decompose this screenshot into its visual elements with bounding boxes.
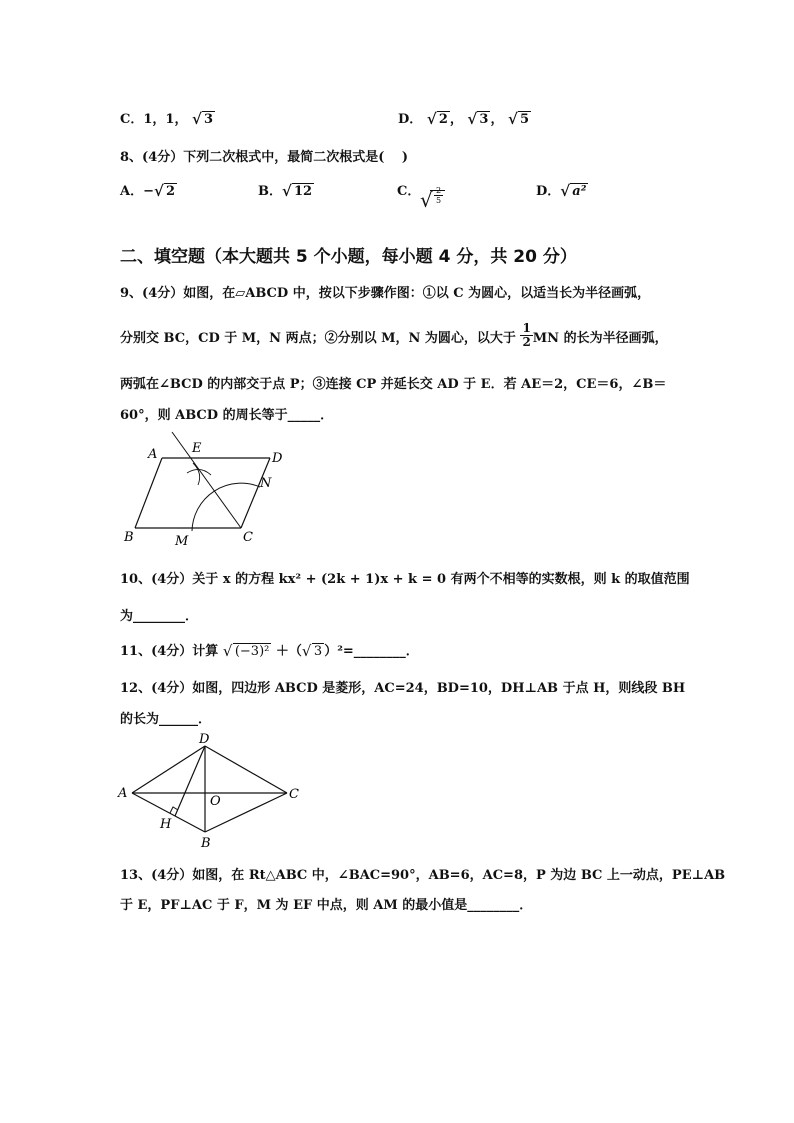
q8-option-b-label: B． [258, 184, 282, 199]
q7-option-d-label: D． [398, 112, 423, 127]
line-cp [172, 432, 241, 528]
q8-option-c-denominator: 5 [436, 196, 442, 205]
label-d: D [199, 732, 210, 747]
side-dc [241, 458, 270, 528]
q7-option-c [120, 108, 215, 127]
q7-option-d [398, 108, 531, 127]
q9-line-3: 两弧在∠BCD 的内部交于点 P；③连接 CP 并延长交 AD 于 E．若 AE＝2，CE＝6，∠B＝ [120, 377, 667, 392]
q8-option-c-numerator: 2 [436, 186, 442, 195]
section-2-heading: 二、填空题（本大题共 5 个小题，每小题 4 分，共 20 分） [120, 247, 577, 267]
q9-line-2-part-a: 分别交 BC，CD 于 M，N 两点；②分别以 M，N 为圆心，以大于 [120, 331, 516, 346]
q8-option-c-expr [420, 186, 445, 212]
q7-option-d-radicand-3: 5 [520, 112, 530, 127]
label-b: B [201, 836, 211, 851]
label-a: A [148, 447, 158, 462]
q9-line-2-part-b: MN 的长为半径画弧， [532, 331, 668, 346]
q9-line-4: 60°，则 ABCD 的周长等于_____． [120, 408, 334, 423]
label-e: E [192, 441, 202, 456]
label-m: M [175, 534, 189, 549]
label-b: B [124, 530, 134, 545]
segment-dh [175, 746, 205, 816]
sqrt-symbol: √ a² [560, 182, 587, 200]
label-c: C [243, 530, 253, 545]
q8-option-d-label: D． [536, 184, 561, 199]
frac-denominator: 2 [522, 335, 531, 349]
sqrt-symbol: √ $\frac{2}{5}$ [420, 186, 445, 205]
q11-prefix: 11、(4分）计算 [120, 644, 219, 659]
sqrt-symbol: √ (−3)² [222, 642, 270, 660]
q8-option-a-radicand: 2 [166, 184, 176, 199]
frac-numerator: 1 [522, 321, 531, 335]
side-ba [135, 458, 162, 528]
q11-radicand-2: 3 [313, 644, 323, 659]
label-h: H [160, 817, 172, 832]
q7-option-c-radicand: 3 [203, 112, 214, 127]
label-o: O [210, 794, 221, 809]
q9-line-1: 9、(4分）如图，在▱ABCD 中，按以下步骤作图：①以 C 为圆心，以适当长为半径画弧， [120, 286, 651, 301]
comma: ， [449, 112, 463, 127]
q11-radicand: (−3)² [234, 644, 270, 659]
q13-line-2: 于 E，PF⊥AC 于 F，M 为 EF 中点，则 AM 的最小值是________． [120, 898, 533, 913]
q8-option-b [258, 180, 314, 199]
q8-option-a: A．− √ 2 [120, 182, 176, 200]
label-c: C [289, 787, 299, 802]
comma: ， [490, 112, 504, 127]
q11-line [120, 640, 419, 659]
q9-parallelogram-figure [115, 425, 295, 550]
label-d: D [272, 451, 283, 466]
q8-option-a-label: A． [120, 184, 144, 199]
label-a: A [118, 786, 128, 801]
q8-option-d-radicand: a² [572, 184, 587, 199]
q7-option-d-radicand-2: 3 [479, 112, 489, 127]
side-dc [205, 746, 287, 793]
q8-option-d [536, 180, 588, 199]
sqrt-symbol: √ 3 [191, 110, 214, 128]
sqrt-symbol: √ 12 [282, 182, 313, 200]
q8-option-c-label: C． [397, 184, 421, 199]
q10-line-1: 10、(4分）关于 x 的方程 kx² + (2k + 1)x + k = 0 有两个不相等的实数根，则 k 的取值范围 [120, 572, 690, 587]
q13-line-1: 13、(4分）如图，在 Rt△ABC 中，∠BAC=90°，AB=6，AC=8，P 为边 BC 上一动点，PE⊥AB [120, 868, 726, 883]
arc-p2 [193, 463, 200, 485]
q12-line-1: 12、(4分）如图，四边形 ABCD 是菱形，AC=24，BD=10，DH⊥AB 于点 H，则线段 BH [120, 681, 686, 696]
q9-line-2 [120, 321, 668, 349]
q11-suffix: ）²=________． [324, 644, 419, 659]
label-n: N [260, 476, 272, 491]
q7-option-d-radicand-1: 2 [438, 112, 448, 127]
q8-stem: 8、(4分）下列二次根式中，最简二次根式是( ) [120, 150, 409, 165]
q8-option-b-radicand: 12 [294, 184, 313, 199]
q12-line-2: 的长为______． [120, 712, 212, 727]
q12-rhombus-figure [115, 730, 305, 852]
sqrt-symbol: √ 5 [508, 110, 530, 128]
q11-mid: ＋（ [275, 644, 302, 659]
sqrt-symbol: √ 2 [154, 182, 176, 200]
sqrt-symbol: √ 3 [301, 642, 323, 660]
sqrt-symbol: √ 3 [467, 110, 489, 128]
sqrt-symbol: √ 2 [426, 110, 448, 128]
q8-option-c [397, 180, 420, 199]
side-ad [132, 746, 205, 793]
fraction-one-half [520, 322, 532, 349]
q10-line-2: 为________． [120, 609, 199, 624]
q7-option-c-label: C．1，1， [120, 112, 188, 127]
